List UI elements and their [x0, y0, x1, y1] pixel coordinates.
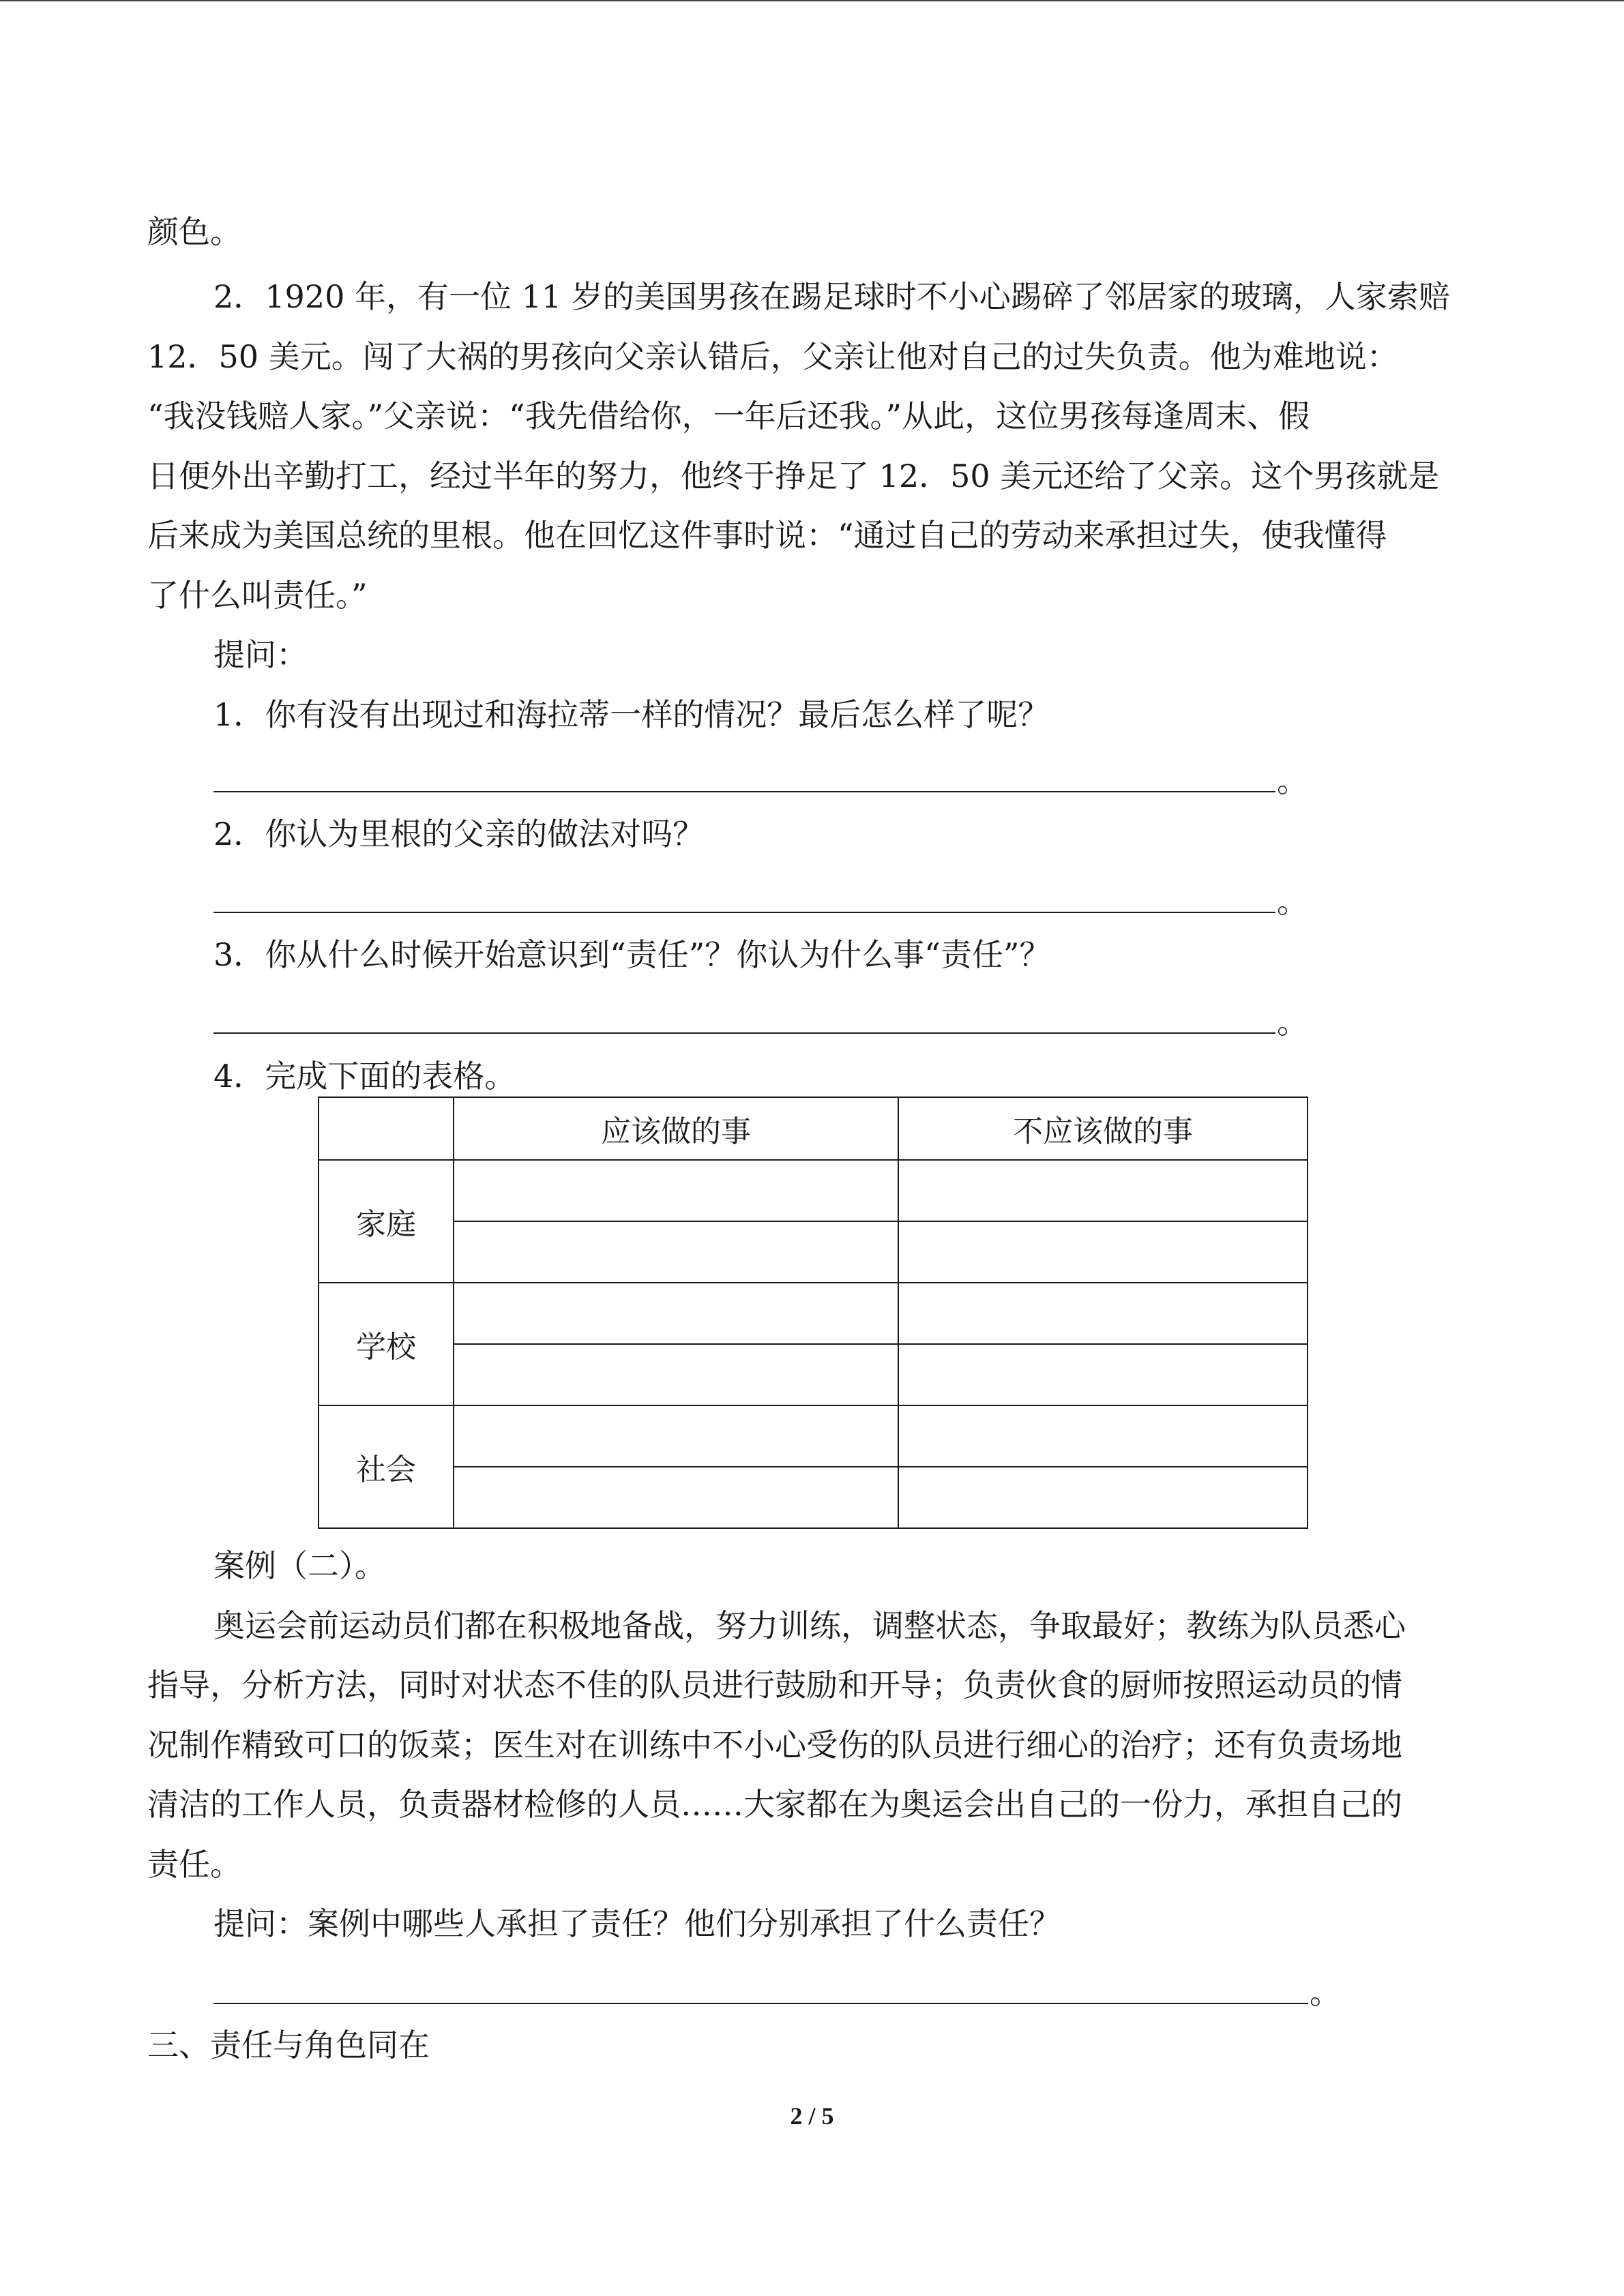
passage-line: 后来成为美国总统的里根。他在回忆这件事时说：“通过自己的劳动来承担过失，使我懂得: [147, 517, 1387, 554]
row-label-society: 社会: [319, 1405, 454, 1528]
section-heading: 三、责任与角色同在: [147, 2027, 430, 2063]
passage-line: 日便外出辛勤打工，经过半年的努力，他终于挣足了 12．50 美元还给了父亲。这个男孩就是: [147, 458, 1440, 494]
passage-line: 了什么叫责任。”: [147, 577, 368, 614]
top-border: [0, 0, 1624, 1]
blank-period: 。: [1277, 883, 1308, 920]
table-cell[interactable]: [454, 1467, 898, 1528]
questions-heading: 提问：: [213, 636, 308, 673]
table-cell[interactable]: [898, 1405, 1308, 1467]
table-row: [319, 1405, 1308, 1467]
answer-blank-1[interactable]: [213, 791, 1275, 792]
answer-blank-case2[interactable]: [213, 2003, 1308, 2004]
table-cell[interactable]: [898, 1283, 1308, 1344]
column-header-should: 应该做的事: [454, 1097, 898, 1160]
table-row: [319, 1467, 1308, 1528]
table-row: [319, 1344, 1308, 1405]
question-1: 1．你有没有出现过和海拉蒂一样的情况？最后怎么样了呢？: [213, 696, 1050, 733]
table-header-row: [319, 1097, 1308, 1160]
answer-blank-2[interactable]: [213, 912, 1275, 913]
table-cell[interactable]: [898, 1467, 1308, 1528]
passage-line: 2．1920 年，有一位 11 岁的美国男孩在踢足球时不小心踢碎了邻居家的玻璃，人家索赔: [213, 278, 1450, 315]
blank-period: 。: [1277, 1004, 1308, 1041]
case2-line: 指导，分析方法，同时对状态不佳的队员进行鼓励和开导；负责伙食的厨师按照运动员的情: [147, 1667, 1402, 1703]
table-cell[interactable]: [454, 1283, 898, 1344]
question-4: 4．完成下面的表格。: [213, 1058, 516, 1094]
answer-blank-3[interactable]: [213, 1032, 1275, 1034]
case2-question: 提问：案例中哪些人承担了责任？他们分别承担了什么责任？: [213, 1905, 1061, 1942]
table-row: [319, 1160, 1308, 1221]
blank-period: 。: [1310, 1974, 1341, 2011]
column-header-should-not: 不应该做的事: [898, 1097, 1308, 1160]
passage-line: 12．50 美元。闯了大祸的男孩向父亲认错后，父亲让他对自己的过失负责。他为难地说：: [147, 338, 1398, 375]
table-cell[interactable]: [454, 1405, 898, 1467]
table-row: [319, 1283, 1308, 1344]
table-cell[interactable]: [898, 1160, 1308, 1221]
table-cell[interactable]: [898, 1344, 1308, 1405]
case2-line: 责任。: [147, 1846, 241, 1883]
case2-line: 奥运会前运动员们都在积极地备战，努力训练，调整状态，争取最好；教练为队员悉心: [213, 1607, 1406, 1644]
responsibility-table: [318, 1097, 1308, 1529]
row-label-family: 家庭: [319, 1160, 454, 1283]
case2-line: 况制作精致可口的饭菜；医生对在训练中不小心受伤的队员进行细心的治疗；还有负责场地: [147, 1727, 1402, 1763]
question-2: 2．你认为里根的父亲的做法对吗？: [213, 816, 705, 852]
page-number: 2 / 5: [790, 2102, 834, 2130]
case2-title: 案例（二）。: [213, 1547, 386, 1584]
blank-period: 。: [1277, 762, 1308, 799]
case2-line: 清洁的工作人员，负责器材检修的人员……大家都在为奥运会出自己的一份力，承担自己的: [147, 1786, 1402, 1823]
table-cell[interactable]: [898, 1221, 1308, 1283]
table-cell[interactable]: [454, 1221, 898, 1283]
table-row: [319, 1221, 1308, 1283]
table-cell[interactable]: [454, 1344, 898, 1405]
row-label-school: 学校: [319, 1283, 454, 1405]
table-cell[interactable]: [454, 1160, 898, 1221]
passage-line: “我没钱赔人家。”父亲说：“我先借给你，一年后还我。”从此，这位男孩每逢周末、假: [147, 398, 1310, 434]
passage-line: 颜色。: [147, 213, 241, 250]
table-corner-cell: [319, 1097, 454, 1160]
question-3: 3．你从什么时候开始意识到“责任”？你认为什么事“责任”？: [213, 936, 1051, 973]
